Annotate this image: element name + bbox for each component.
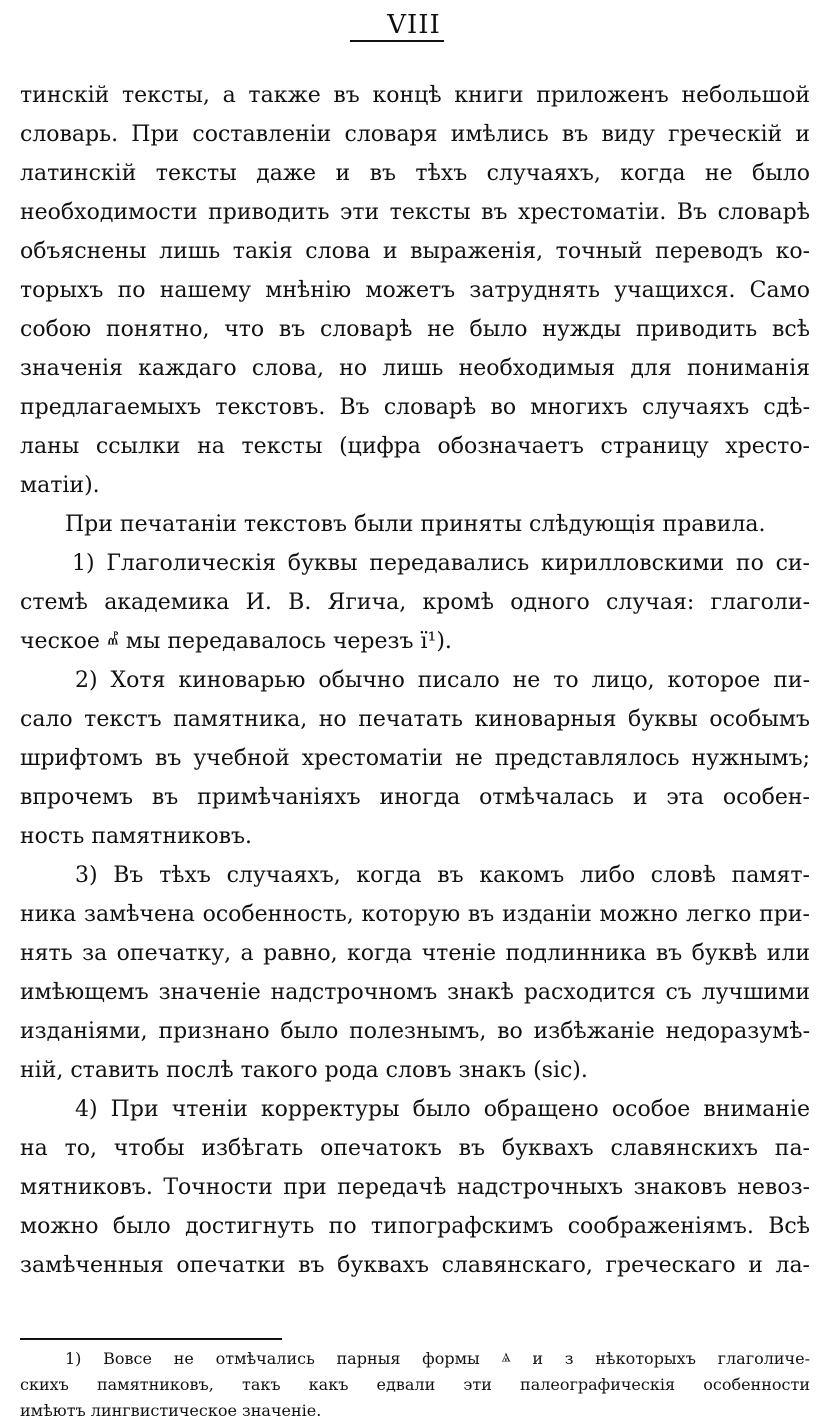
text-line: шрифтомъ въ учебной хрестоматіи не представлялось нужнымъ; bbox=[20, 746, 810, 771]
text-line: ческое ⰼ мы передавалось черезъ ї¹). bbox=[20, 629, 452, 654]
text-line: собою понятно, что въ словарѣ не было нужды приводить всѣ bbox=[20, 317, 810, 342]
page-number: VIII bbox=[387, 10, 441, 40]
text-line: объяснены лишь такія слова и выраженія, точный переводъ ко- bbox=[20, 239, 810, 264]
text-line: ность памятниковъ. bbox=[20, 824, 253, 849]
rule-3-start: 3) Въ тѣхъ случаяхъ, когда въ какомъ либо словѣ памят- bbox=[75, 863, 810, 888]
text-line: сало текстъ памятника, но печатать киноварныя буквы особымъ bbox=[20, 707, 810, 732]
text-line: стемѣ академика И. В. Ягича, кромѣ одного случая: глаголи- bbox=[20, 590, 810, 615]
text-line: необходимости приводить эти тексты въ хрестоматіи. Въ словарѣ bbox=[20, 200, 810, 225]
footnote-line: 1) Вовсе не отмѣчались парныя формы ⱑ и з нѣкоторыхъ глаголиче- bbox=[65, 1349, 810, 1368]
text-line: латинскій тексты даже и въ тѣхъ случаяхъ, когда не было bbox=[20, 161, 810, 186]
text-line: мятниковъ. Точности при передачѣ надстрочныхъ знаковъ невоз- bbox=[20, 1175, 810, 1200]
text-line: нять за опечатку, а равно, когда чтеніе подлинника въ буквѣ или bbox=[20, 941, 810, 966]
text-line: замѣченныя опечатки въ буквахъ славянскаго, греческаго и ла- bbox=[20, 1253, 810, 1278]
rule-1-start: 1) Глаголическія буквы передавались кирилловскими по си- bbox=[72, 551, 810, 576]
header-rule bbox=[350, 40, 444, 42]
footnote-line: имѣютъ лингвистическое значеніе. bbox=[20, 1401, 322, 1420]
text-line: ній, ставить послѣ такого рода словъ знакъ (sic). bbox=[20, 1058, 588, 1083]
text-line: изданіями, признано было полезнымъ, во избѣжаніе недоразумѣ- bbox=[20, 1019, 810, 1044]
text-line: впрочемъ въ примѣчаніяхъ иногда отмѣчалась и эта особен- bbox=[20, 785, 810, 810]
text-line: ланы ссылки на тексты (цифра обозначаетъ страницу хресто- bbox=[20, 434, 810, 459]
text-line: предлагаемыхъ текстовъ. Въ словарѣ во многихъ случаяхъ сдѣ- bbox=[20, 395, 810, 420]
rule-2-start: 2) Хотя киноварью обычно писало не то лицо, которое пи- bbox=[75, 668, 810, 693]
footnote-rule bbox=[20, 1338, 282, 1340]
text-line: матіи). bbox=[20, 473, 100, 498]
text-line: торыхъ по нашему мнѣнію можетъ затруднять учащихся. Само bbox=[20, 278, 810, 303]
footnote bbox=[20, 1346, 810, 1424]
paragraph-start: При печатаніи текстовъ были приняты слѣдующія правила. bbox=[65, 512, 766, 537]
rule-4-start: 4) При чтеніи корректуры было обращено особое вниманіе bbox=[75, 1097, 810, 1122]
text-line: тинскій тексты, а также въ концѣ книги приложенъ небольшой bbox=[20, 83, 810, 108]
text-line: можно было достигнуть по типографскимъ соображеніямъ. Всѣ bbox=[20, 1214, 810, 1239]
text-line: ника замѣчена особенность, которую въ изданіи можно легко при- bbox=[20, 902, 810, 927]
text-line: имѣющемъ значеніе надстрочномъ знакѣ расходится съ лучшими bbox=[20, 980, 810, 1005]
text-line: значенія каждаго слова, но лишь необходимыя для пониманія bbox=[20, 356, 810, 381]
body-text bbox=[20, 76, 810, 1285]
text-line: словарь. При составленіи словаря имѣлись въ виду греческій и bbox=[20, 122, 810, 147]
footnote-line: скихъ памятниковъ, такъ какъ едвали эти палеографическія особенности bbox=[20, 1375, 810, 1394]
text-line: на то, чтобы избѣгать опечатокъ въ буквахъ славянскихъ па- bbox=[20, 1136, 810, 1161]
